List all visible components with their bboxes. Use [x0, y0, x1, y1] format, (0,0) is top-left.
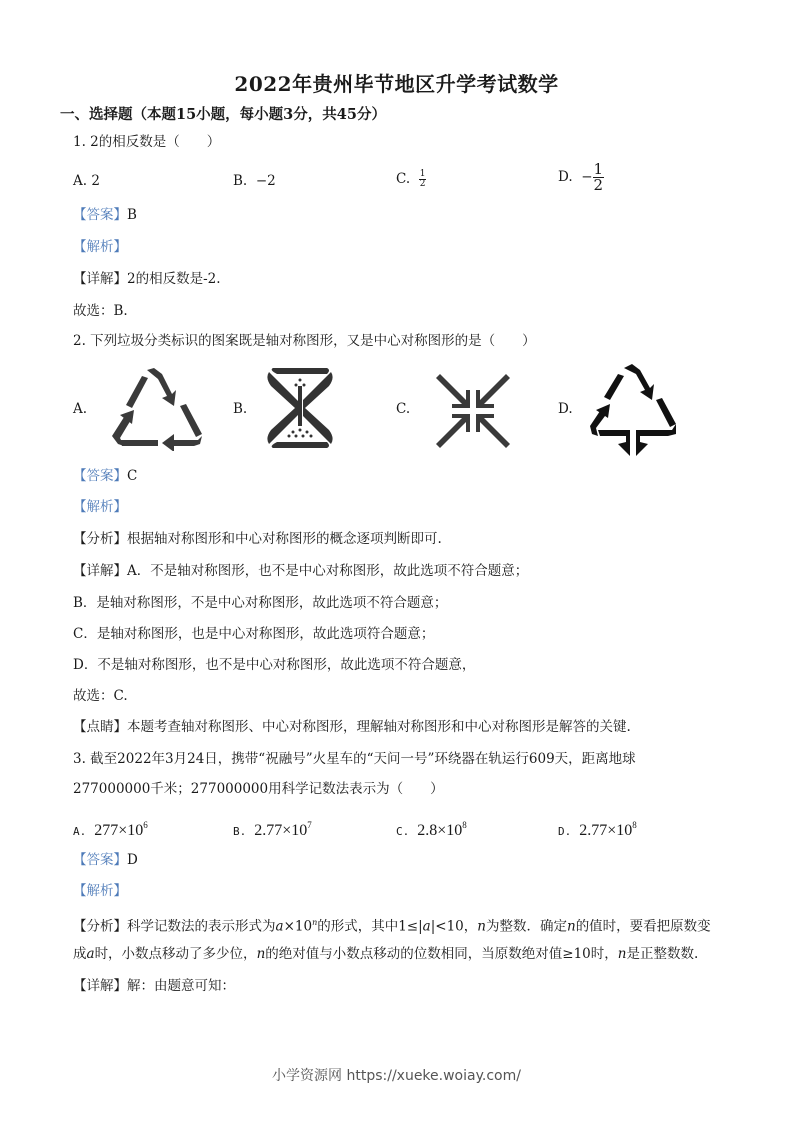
q1-analysis-label: 【解析】: [73, 239, 127, 255]
q3-option-a: A. $277\times 10^6$: [73, 820, 148, 839]
footer-watermark: 小学资源网 https://xueke.woiay.com/: [272, 1068, 521, 1084]
answer-label: 【答案】: [73, 207, 127, 223]
q2-fenxi: 【分析】根据轴对称图形和中心对称图形的概念逐项判断即可.: [73, 531, 442, 547]
q2-detail-b: B．是轴对称图形，不是中心对称图形，故此选项不符合题意；: [73, 595, 448, 611]
q1-answer: 【答案】B: [73, 207, 137, 223]
q2-detail-a: 【详解】A．不是轴对称图形，也不是中心对称图形，故此选项不符合题意；: [73, 563, 529, 579]
q3-option-b: B. $2.77\times 10^7$: [233, 820, 312, 839]
section-header: 一、选择题（本题15小题，每小题3分，共45分）: [60, 106, 386, 123]
q2-answer: 【答案】C: [73, 468, 138, 484]
fraction-one-half: $\frac{1}{2}$: [593, 160, 604, 194]
q2-option-c-label: C.: [396, 401, 411, 417]
q2-detail-c: C．是轴对称图形，也是中心对称图形，故此选项符合题意；: [73, 626, 435, 642]
recycle-triangle-icon: [110, 366, 205, 451]
q1-option-d: D. − $\frac{1}{2}$: [558, 160, 604, 194]
q2-option-a-label: A.: [73, 401, 88, 417]
q3-fenxi-line1: 【分析】科学记数法的表示形式为$a\times 10^n$的形式，其中1≤|a|<10，n为整数．确定n的值时，要看把原数变: [73, 918, 711, 935]
q3-stem-line2: 277000000千米；277000000用科学记数法表示为（ ）: [73, 781, 444, 797]
q2-option-b-label: B.: [233, 401, 248, 417]
q1-option-b: B. −2: [233, 173, 276, 189]
answer-label: 【答案】: [73, 468, 127, 484]
answer-label: 【答案】: [73, 852, 127, 868]
q2-choice: 故选：C.: [73, 688, 128, 704]
q1-option-c: C. $\frac{1}{2}$: [396, 169, 426, 189]
q3-analysis-label: 【解析】: [73, 883, 127, 899]
page-title: 2022年贵州毕节地区升学考试数学: [234, 72, 559, 96]
fraction-one-half: $\frac{1}{2}$: [419, 169, 426, 189]
recycle-triangle-split-icon: [588, 362, 678, 458]
q3-detail: 【详解】解：由题意可知：: [73, 978, 235, 994]
q1-choice: 故选：B.: [73, 303, 128, 319]
q1-detail: 【详解】2的相反数是-2.: [73, 271, 221, 287]
four-arrows-inward-icon: [432, 370, 514, 452]
q2-option-d-label: D.: [558, 401, 573, 417]
q2-stem: 2. 下列垃圾分类标识的图案既是轴对称图形，又是中心对称图形的是（ ）: [73, 333, 536, 349]
q3-option-c: C. $2.8\times 10^8$: [396, 820, 467, 839]
q3-stem-line1: 3. 截至2022年3月24日，携带“祝融号”火星车的“天问一号”环绕器在轨运行609天，距离地球: [73, 751, 636, 767]
q3-fenxi-line2: 成a时，小数点移动了多少位，n的绝对值与小数点移动的位数相同，当原数绝对值≥10时，n是正整数数.: [73, 946, 699, 962]
hourglass-icon: [265, 366, 335, 451]
q2-detail-d: D．不是轴对称图形，也不是中心对称图形，故此选项不符合题意，: [73, 657, 476, 673]
q2-analysis-label: 【解析】: [73, 499, 127, 515]
q1-option-a: A. 2: [73, 173, 100, 189]
q3-option-d: D. $2.77\times 10^8$: [558, 820, 637, 839]
q1-stem: 1. 2的相反数是（ ）: [73, 134, 221, 150]
q3-answer: 【答案】D: [73, 852, 138, 868]
q2-dianjing: 【点睛】本题考查轴对称图形、中心对称图形，理解轴对称图形和中心对称图形是解答的关键.: [73, 719, 631, 735]
